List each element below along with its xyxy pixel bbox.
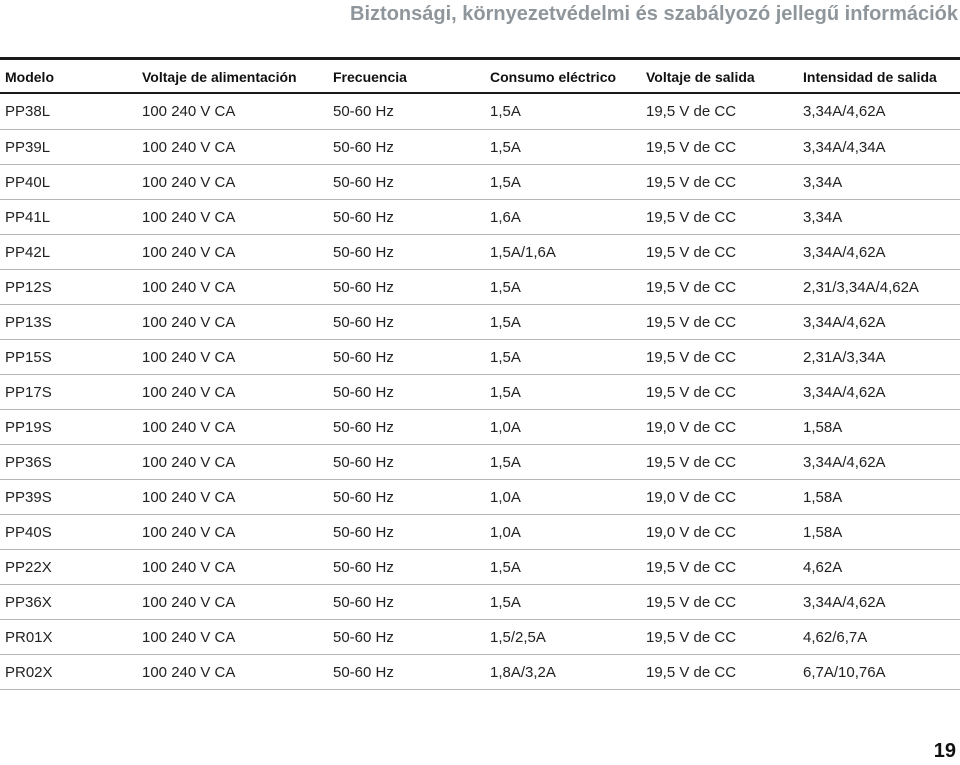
cell-model: PP38L <box>5 103 51 120</box>
table-row <box>0 480 960 515</box>
header-row <box>0 60 960 94</box>
cell-output-current: 3,34A/4,62A <box>798 445 960 480</box>
cell-output-voltage: 19,0 V de CC <box>641 480 798 515</box>
column-header-power-consumption: Consumo eléctrico <box>490 69 617 85</box>
cell-output-voltage: 19,5 V de CC <box>641 550 798 585</box>
page-header <box>0 0 960 32</box>
cell-output-current: 6,7A/10,76A <box>798 655 960 690</box>
cell-output-voltage: 19,5 V de CC <box>641 305 798 340</box>
cell-output-current: 3,34A/4,34A <box>798 130 960 165</box>
cell-input-voltage: 100 240 V CA <box>137 235 328 270</box>
cell-input-voltage: 100 240 V CA <box>137 375 328 410</box>
cell-power-consumption: 1,5A <box>485 445 641 480</box>
cell-frequency: 50-60 Hz <box>328 585 485 620</box>
cell-frequency: 50-60 Hz <box>328 480 485 515</box>
cell-output-current: 2,31/3,34A/4,62A <box>798 270 960 305</box>
cell-model: PR01X <box>0 620 137 655</box>
cell-output-current: 1,58A <box>798 515 960 550</box>
cell-power-consumption: 1,5/2,5A <box>485 620 641 655</box>
cell-power-consumption: 1,0A <box>485 410 641 445</box>
cell-input-voltage: 100 240 V CA <box>137 305 328 340</box>
cell-power-consumption: 1,8A/3,2A <box>485 655 641 690</box>
cell-output-voltage: 19,5 V de CC <box>641 165 798 200</box>
cell-frequency: 50-60 Hz <box>328 305 485 340</box>
cell-model: PP39L <box>0 130 137 165</box>
cell-frequency: 50-60 Hz <box>328 550 485 585</box>
cell-frequency: 50-60 Hz <box>328 200 485 235</box>
cell-frequency: 50-60 Hz <box>328 445 485 480</box>
cell-frequency: 50-60 Hz <box>328 375 485 410</box>
table-row <box>0 94 960 130</box>
cell-output-voltage: 19,0 V de CC <box>641 515 798 550</box>
cell-output-voltage: 19,0 V de CC <box>641 410 798 445</box>
cell-output-current: 3,34A/4,62A <box>803 103 886 120</box>
cell-power-consumption: 1,0A <box>485 515 641 550</box>
cell-power-consumption: 1,5A/1,6A <box>485 235 641 270</box>
cell-frequency: 50-60 Hz <box>328 130 485 165</box>
cell-input-voltage: 100 240 V CA <box>137 340 328 375</box>
cell-output-voltage: 19,5 V de CC <box>641 235 798 270</box>
cell-power-consumption: 1,5A <box>485 375 641 410</box>
column-header-output-voltage: Voltaje de salida <box>646 69 755 85</box>
cell-power-consumption: 1,5A <box>490 103 521 120</box>
table-row <box>0 655 960 690</box>
table-row <box>0 270 960 305</box>
table-row <box>0 445 960 480</box>
cell-output-current: 3,34A/4,62A <box>798 375 960 410</box>
cell-output-current: 4,62A <box>798 550 960 585</box>
cell-model: PP40S <box>0 515 137 550</box>
cell-model: PP13S <box>0 305 137 340</box>
power-spec-table <box>0 60 960 690</box>
cell-power-consumption: 1,5A <box>485 340 641 375</box>
cell-model: PP40L <box>0 165 137 200</box>
table-row <box>0 305 960 340</box>
cell-power-consumption: 1,5A <box>485 305 641 340</box>
cell-model: PP42L <box>0 235 137 270</box>
page-number: 19 <box>933 740 956 762</box>
table-row <box>0 550 960 585</box>
cell-output-voltage: 19,5 V de CC <box>641 200 798 235</box>
cell-input-voltage: 100 240 V CA <box>137 130 328 165</box>
cell-input-voltage: 100 240 V CA <box>137 480 328 515</box>
table-body <box>0 94 960 690</box>
cell-frequency: 50-60 Hz <box>328 165 485 200</box>
cell-frequency: 50-60 Hz <box>328 340 485 375</box>
cell-input-voltage: 100 240 V CA <box>142 103 236 120</box>
cell-input-voltage: 100 240 V CA <box>137 585 328 620</box>
cell-output-voltage: 19,5 V de CC <box>646 103 737 120</box>
cell-input-voltage: 100 240 V CA <box>137 270 328 305</box>
cell-power-consumption: 1,5A <box>485 130 641 165</box>
cell-input-voltage: 100 240 V CA <box>137 550 328 585</box>
cell-input-voltage: 100 240 V CA <box>137 515 328 550</box>
table-row <box>0 410 960 445</box>
cell-power-consumption: 1,5A <box>485 270 641 305</box>
cell-output-voltage: 19,5 V de CC <box>641 130 798 165</box>
cell-output-current: 4,62/6,7A <box>798 620 960 655</box>
table-row <box>0 130 960 165</box>
column-header-input-voltage: Voltaje de alimentación <box>142 69 297 85</box>
cell-output-voltage: 19,5 V de CC <box>641 340 798 375</box>
cell-output-voltage: 19,5 V de CC <box>641 270 798 305</box>
cell-output-voltage: 19,5 V de CC <box>641 620 798 655</box>
cell-output-voltage: 19,5 V de CC <box>641 445 798 480</box>
cell-model: PP12S <box>0 270 137 305</box>
cell-frequency: 50-60 Hz <box>328 515 485 550</box>
cell-output-voltage: 19,5 V de CC <box>641 585 798 620</box>
cell-output-current: 3,34A/4,62A <box>798 585 960 620</box>
column-header-output-current: Intensidad de salida <box>803 69 937 85</box>
cell-model: PP36X <box>0 585 137 620</box>
cell-output-voltage: 19,5 V de CC <box>641 375 798 410</box>
cell-power-consumption: 1,5A <box>485 585 641 620</box>
cell-input-voltage: 100 240 V CA <box>137 445 328 480</box>
table-row <box>0 340 960 375</box>
cell-frequency: 50-60 Hz <box>328 235 485 270</box>
cell-input-voltage: 100 240 V CA <box>137 200 328 235</box>
cell-input-voltage: 100 240 V CA <box>137 410 328 445</box>
cell-frequency: 50-60 Hz <box>328 655 485 690</box>
table-row <box>0 235 960 270</box>
cell-output-current: 3,34A/4,62A <box>798 235 960 270</box>
cell-model: PP19S <box>0 410 137 445</box>
cell-input-voltage: 100 240 V CA <box>137 620 328 655</box>
cell-model: PP17S <box>0 375 137 410</box>
cell-power-consumption: 1,5A <box>485 550 641 585</box>
cell-model: PP22X <box>0 550 137 585</box>
cell-model: PP41L <box>0 200 137 235</box>
cell-output-current: 3,34A <box>798 200 960 235</box>
cell-model: PP36S <box>0 445 137 480</box>
table-row <box>0 585 960 620</box>
table-header <box>0 60 960 94</box>
cell-frequency: 50-60 Hz <box>333 103 394 120</box>
table-row <box>0 165 960 200</box>
column-header-model: Modelo <box>5 69 54 85</box>
cell-output-current: 3,34A/4,62A <box>798 305 960 340</box>
cell-input-voltage: 100 240 V CA <box>137 655 328 690</box>
cell-input-voltage: 100 240 V CA <box>137 165 328 200</box>
header-underline-rule <box>0 92 960 94</box>
column-header-frequency: Frecuencia <box>333 69 407 85</box>
cell-output-voltage: 19,5 V de CC <box>641 655 798 690</box>
cell-output-current: 2,31A/3,34A <box>798 340 960 375</box>
table-row <box>0 620 960 655</box>
cell-output-current: 3,34A <box>798 165 960 200</box>
cell-frequency: 50-60 Hz <box>328 410 485 445</box>
cell-model: PP39S <box>0 480 137 515</box>
page-title: Biztonsági, környezetvédelmi és szabályozó jellegű információk <box>350 3 958 25</box>
cell-frequency: 50-60 Hz <box>328 270 485 305</box>
table-row <box>0 515 960 550</box>
cell-output-current: 1,58A <box>798 410 960 445</box>
table-row <box>0 200 960 235</box>
cell-output-current: 1,58A <box>798 480 960 515</box>
cell-power-consumption: 1,0A <box>485 480 641 515</box>
cell-power-consumption: 1,6A <box>485 200 641 235</box>
cell-power-consumption: 1,5A <box>485 165 641 200</box>
cell-frequency: 50-60 Hz <box>328 620 485 655</box>
table-row <box>0 375 960 410</box>
cell-model: PR02X <box>0 655 137 690</box>
cell-model: PP15S <box>0 340 137 375</box>
